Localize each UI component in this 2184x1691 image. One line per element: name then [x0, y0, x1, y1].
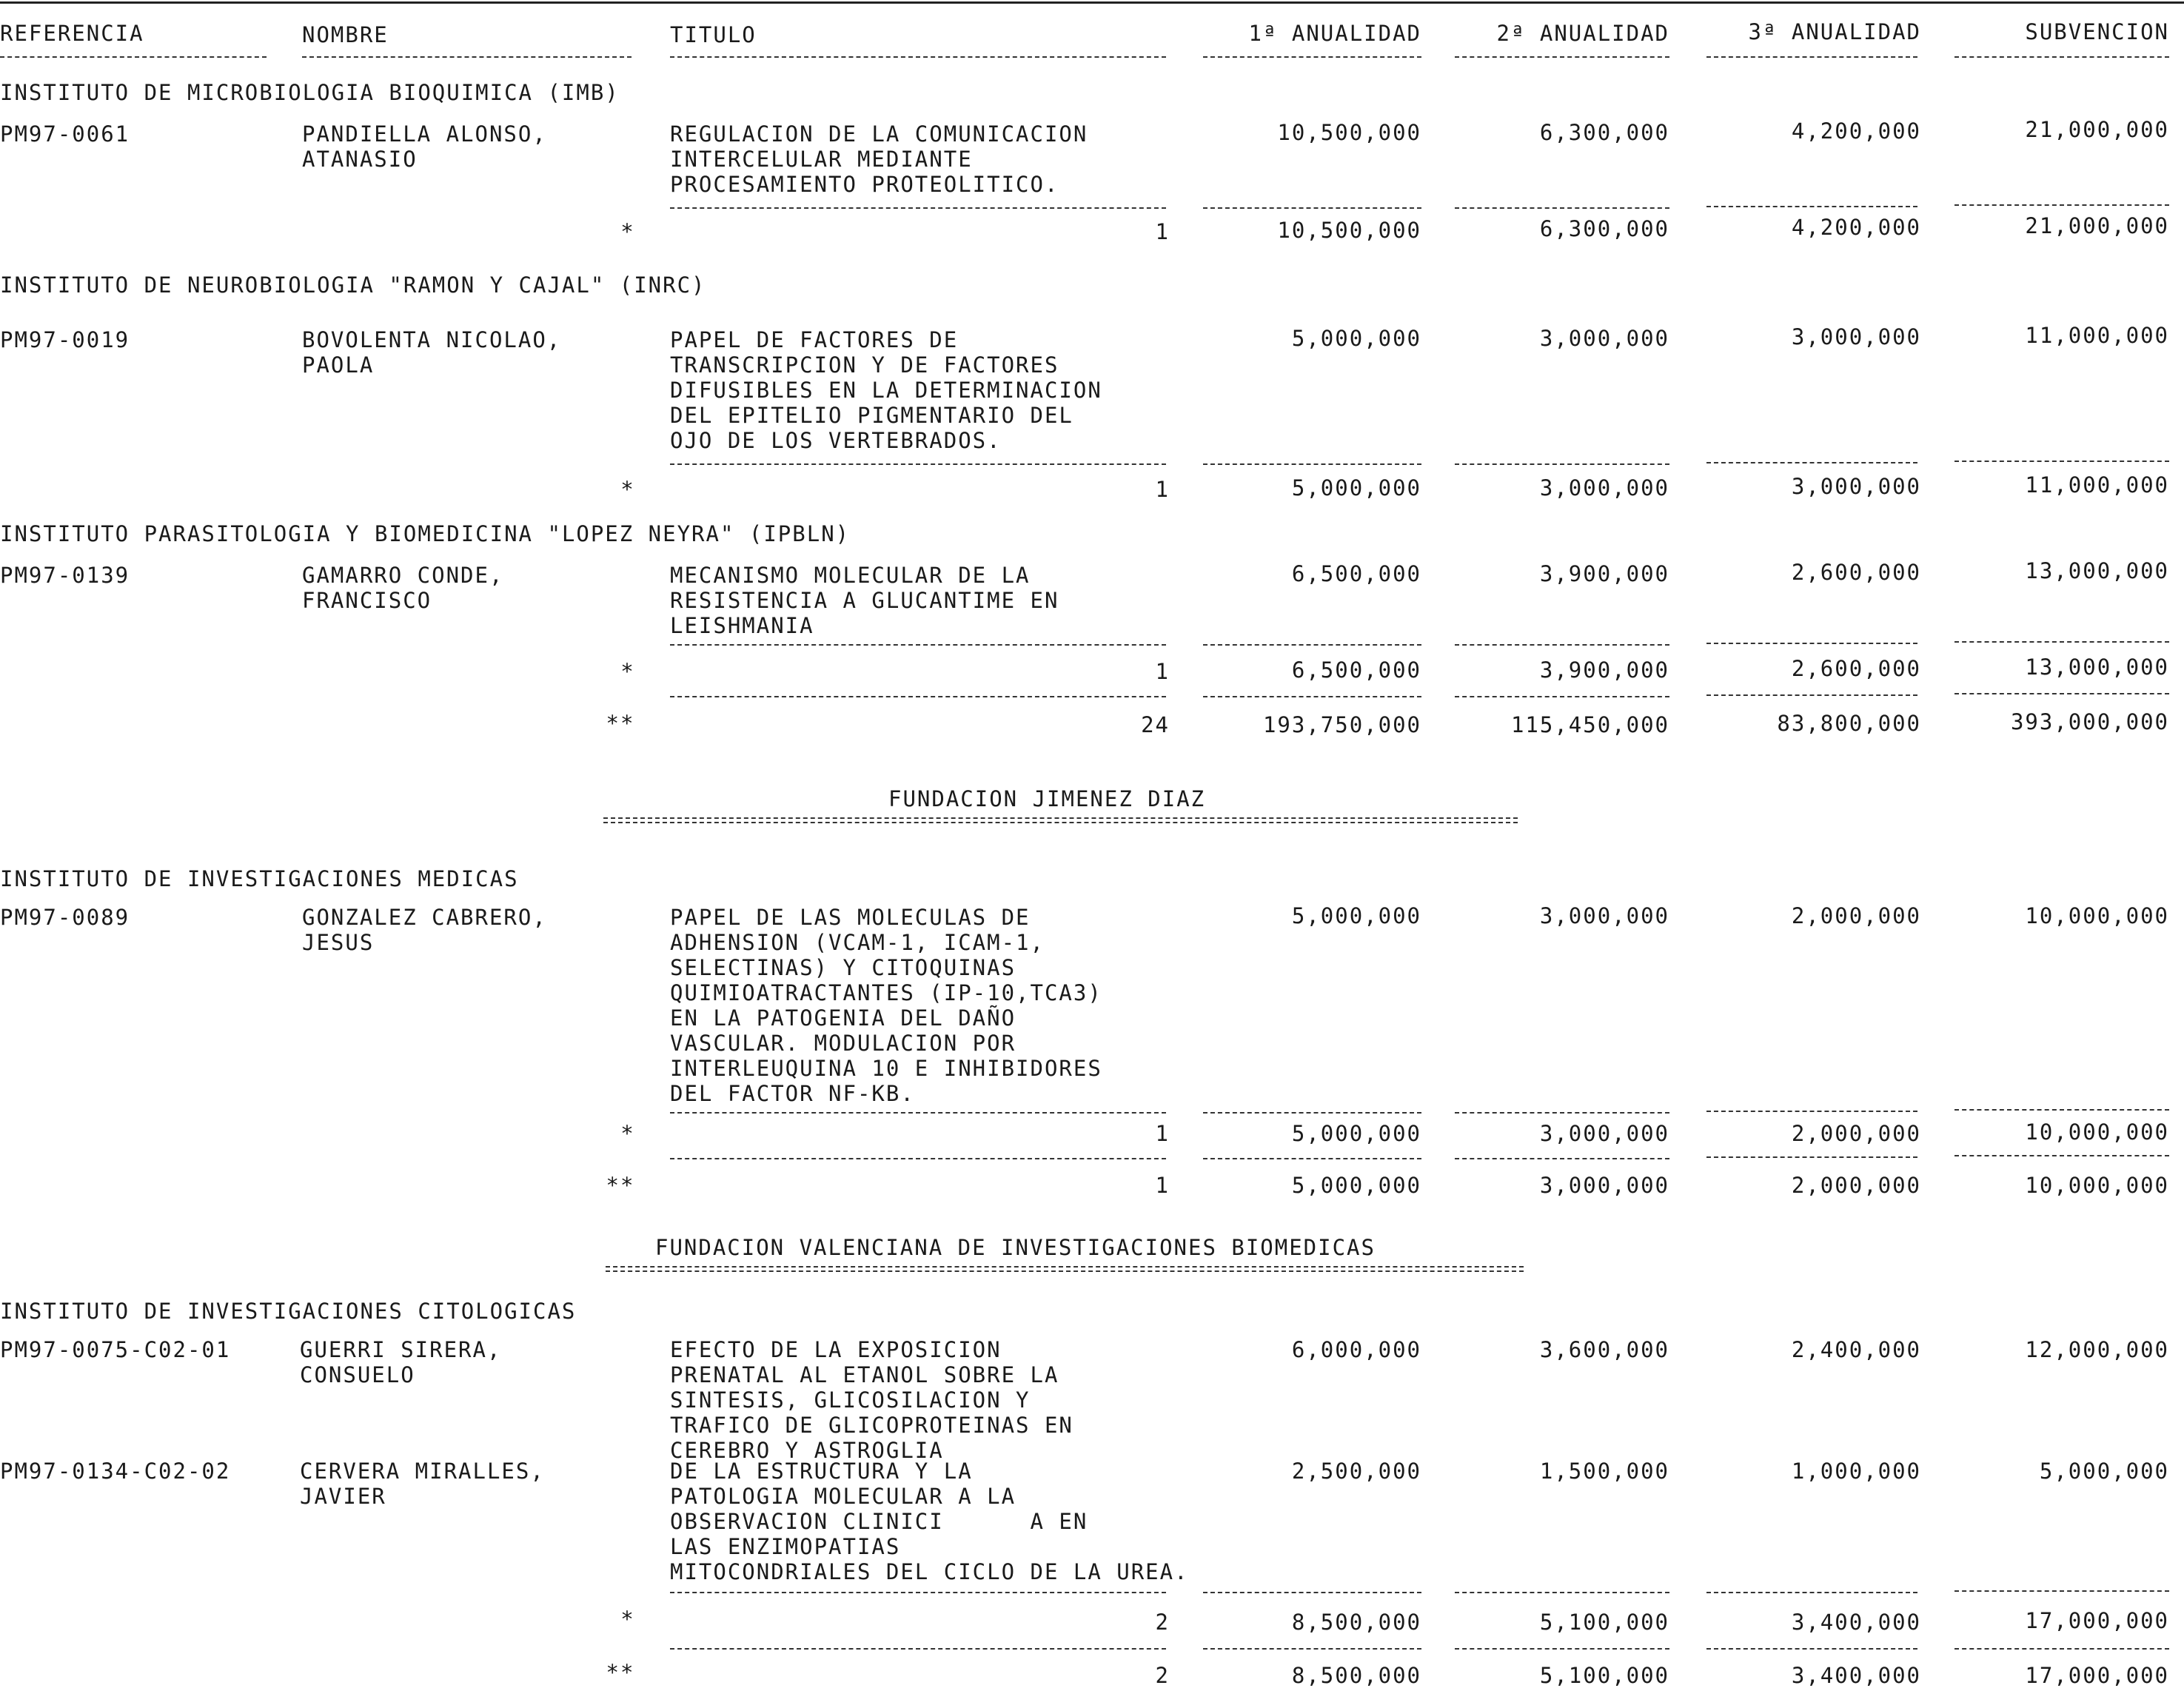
col-header-anualidad-3: 3ª ANUALIDAD: [1748, 19, 1921, 44]
subtotal-rule: [1455, 207, 1669, 209]
researcher-name: CERVERA MIRALLES, JAVIER: [300, 1459, 545, 1509]
anualidad-3-value: 3,000,000: [1791, 324, 1921, 349]
subtotal-rule: [1954, 641, 2169, 643]
col-header-anualidad-2: 2ª ANUALIDAD: [1496, 21, 1669, 46]
subtotal-anualidad-2: 3,900,000: [1539, 657, 1669, 683]
subtotal-anualidad-3: 4,200,000: [1791, 215, 1921, 240]
total-anualidad-3: 83,800,000: [1777, 711, 1921, 736]
anualidad-3-value: 4,200,000: [1791, 118, 1921, 144]
header-underline: [1706, 56, 1917, 58]
subtotal-rule: [1706, 1592, 1917, 1593]
header-underline: [302, 56, 632, 58]
subtotal-anualidad-3: 2,600,000: [1791, 656, 1921, 681]
project-reference: PM97-0075-C02-01: [0, 1337, 231, 1362]
total-rule: [1954, 1648, 2169, 1650]
project-reference: PM97-0089: [0, 905, 130, 930]
subtotal-count: 1: [1155, 477, 1170, 502]
subtotal-rule: [1203, 1592, 1421, 1593]
subtotal-anualidad-1: 5,000,000: [1291, 475, 1421, 500]
subtotal-anualidad-3: 2,000,000: [1791, 1121, 1921, 1146]
header-underline: [0, 56, 267, 58]
total-rule: [1203, 696, 1421, 697]
anualidad-2-value: 3,900,000: [1539, 561, 1669, 586]
institute-heading: INSTITUTO PARASITOLOGIA Y BIOMEDICINA "LOPEZ NEYRA" (IPBLN): [0, 521, 851, 546]
institute-heading: INSTITUTO DE NEUROBIOLOGIA "RAMON Y CAJAL" (INRC): [0, 272, 706, 298]
subtotal-rule: [1203, 644, 1421, 646]
researcher-name: GAMARRO CONDE, FRANCISCO: [302, 563, 504, 613]
institute-heading: INSTITUTO DE INVESTIGACIONES MEDICAS: [0, 866, 519, 891]
subtotal-rule: [1706, 1111, 1917, 1112]
total-rule: [670, 1648, 1166, 1650]
subtotal-rule: [1954, 1109, 2169, 1111]
total-anualidad-2: 115,450,000: [1510, 712, 1669, 737]
subtotal-marker: *: [620, 659, 635, 684]
subtotal-anualidad-2: 3,000,000: [1539, 1121, 1669, 1146]
project-reference: PM97-0061: [0, 121, 130, 147]
total-marker: **: [606, 1660, 635, 1685]
total-anualidad-3: 3,400,000: [1791, 1663, 1921, 1688]
subtotal-rule: [1455, 1112, 1669, 1114]
subtotal-anualidad-1: 10,500,000: [1277, 218, 1421, 243]
subtotal-marker: *: [620, 1607, 635, 1632]
anualidad-3-value: 1,000,000: [1791, 1459, 1921, 1484]
total-count: 24: [1141, 712, 1170, 737]
col-header-nombre: NOMBRE: [302, 22, 389, 47]
anualidad-2-value: 1,500,000: [1539, 1459, 1669, 1484]
subtotal-rule: [670, 207, 1166, 209]
total-subvencion: 10,000,000: [2025, 1173, 2169, 1198]
researcher-name: GUERRI SIRERA, CONSUELO: [300, 1337, 502, 1387]
anualidad-3-value: 2,600,000: [1791, 560, 1921, 585]
subtotal-rule: [670, 1592, 1166, 1593]
foundation-underline: [606, 1266, 1524, 1268]
subtotal-anualidad-2: 6,300,000: [1539, 216, 1669, 241]
subtotal-rule: [1455, 463, 1669, 465]
project-reference: PM97-0134-C02-02: [0, 1459, 231, 1484]
subtotal-rule: [670, 644, 1166, 646]
subvencion-value: 21,000,000: [2025, 117, 2169, 142]
subtotal-count: 2: [1155, 1610, 1170, 1635]
subtotal-count: 1: [1155, 659, 1170, 684]
anualidad-2-value: 6,300,000: [1539, 120, 1669, 145]
subtotal-count: 1: [1155, 219, 1170, 244]
subvencion-value: 11,000,000: [2025, 323, 2169, 348]
subtotal-rule: [1455, 644, 1669, 646]
total-rule: [1203, 1648, 1421, 1650]
total-rule: [670, 696, 1166, 697]
header-underline: [1455, 56, 1669, 58]
total-anualidad-2: 5,100,000: [1539, 1663, 1669, 1688]
total-anualidad-2: 3,000,000: [1539, 1173, 1669, 1198]
subtotal-rule: [1706, 206, 1917, 207]
header-underline: [1954, 56, 2169, 58]
total-subvencion: 17,000,000: [2025, 1663, 2169, 1688]
subtotal-marker: *: [620, 1121, 635, 1146]
anualidad-1-value: 2,500,000: [1291, 1459, 1421, 1484]
total-rule: [1203, 1158, 1421, 1159]
subtotal-rule: [1706, 643, 1917, 644]
project-title: PAPEL DE LAS MOLECULAS DE ADHENSION (VCAM-1, ICAM-1, SELECTINAS) Y CITOQUINAS QUIMIOATRACTANTES (IP-10,TCA3) EN LA PATOGENIA DEL DAÑO VASCULAR. MODULACION POR INTERLEUQUINA 10 E INHIBIDORES DEL FACTOR NF-KB.: [670, 905, 1102, 1106]
anualidad-2-value: 3,000,000: [1539, 903, 1669, 928]
total-anualidad-1: 5,000,000: [1291, 1173, 1421, 1198]
subtotal-anualidad-3: 3,400,000: [1791, 1610, 1921, 1635]
total-rule: [1455, 1648, 1669, 1650]
subtotal-subvencion: 17,000,000: [2025, 1608, 2169, 1633]
subtotal-rule: [1203, 463, 1421, 465]
project-title: DE LA ESTRUCTURA Y LA PATOLOGIA MOLECULAR A LA OBSERVACION CLINICI A EN LAS ENZIMOPATIAS MITOCONDRIALES DEL CICLO DE LA UREA.: [670, 1459, 1189, 1584]
project-reference: PM97-0139: [0, 563, 130, 588]
header-underline: [1203, 56, 1421, 58]
subvencion-value: 10,000,000: [2025, 903, 2169, 928]
subtotal-anualidad-1: 5,000,000: [1291, 1121, 1421, 1146]
subtotal-count: 1: [1155, 1121, 1170, 1146]
subtotal-anualidad-1: 6,500,000: [1291, 657, 1421, 683]
subtotal-rule: [1706, 462, 1917, 463]
col-header-subvencion: SUBVENCION: [2025, 19, 2169, 44]
foundation-heading: FUNDACION VALENCIANA DE INVESTIGACIONES BIOMEDICAS: [655, 1235, 1376, 1260]
total-count: 2: [1155, 1663, 1170, 1688]
total-rule: [1954, 693, 2169, 694]
researcher-name: BOVOLENTA NICOLAO, PAOLA: [302, 327, 562, 378]
total-marker: **: [606, 711, 635, 736]
total-rule: [1455, 696, 1669, 697]
project-title: MECANISMO MOLECULAR DE LA RESISTENCIA A GLUCANTIME EN LEISHMANIA: [670, 563, 1059, 638]
subtotal-marker: *: [620, 219, 635, 244]
subtotal-rule: [670, 1112, 1166, 1114]
institute-heading: INSTITUTO DE INVESTIGACIONES CITOLOGICAS: [0, 1299, 577, 1324]
anualidad-1-value: 5,000,000: [1291, 326, 1421, 351]
foundation-heading: FUNDACION JIMENEZ DIAZ: [888, 786, 1206, 811]
project-title: EFECTO DE LA EXPOSICION PRENATAL AL ETANOL SOBRE LA SINTESIS, GLICOSILACION Y TRAFICO DE GLICOPROTEINAS EN CEREBRO Y ASTROGLIA: [670, 1337, 1073, 1463]
subvencion-value: 13,000,000: [2025, 558, 2169, 583]
project-reference: PM97-0019: [0, 327, 130, 352]
subtotal-rule: [1954, 461, 2169, 462]
total-rule: [1706, 694, 1917, 696]
subtotal-rule: [670, 463, 1166, 465]
anualidad-3-value: 2,000,000: [1791, 903, 1921, 928]
subtotal-marker: *: [620, 477, 635, 502]
anualidad-1-value: 6,500,000: [1291, 561, 1421, 586]
anualidad-3-value: 2,400,000: [1791, 1337, 1921, 1362]
project-title: PAPEL DE FACTORES DE TRANSCRIPCION Y DE FACTORES DIFUSIBLES EN LA DETERMINACION DEL EPITELIO PIGMENTARIO DEL OJO DE LOS VERTEBRADOS.: [670, 327, 1102, 453]
total-marker: **: [606, 1173, 635, 1198]
subtotal-anualidad-3: 3,000,000: [1791, 474, 1921, 499]
total-anualidad-3: 2,000,000: [1791, 1173, 1921, 1198]
anualidad-1-value: 5,000,000: [1291, 903, 1421, 928]
subtotal-anualidad-1: 8,500,000: [1291, 1610, 1421, 1635]
anualidad-2-value: 3,000,000: [1539, 326, 1669, 351]
header-underline: [670, 56, 1166, 58]
anualidad-1-value: 10,500,000: [1277, 120, 1421, 145]
subtotal-anualidad-2: 5,100,000: [1539, 1610, 1669, 1635]
total-rule: [1954, 1155, 2169, 1156]
subtotal-subvencion: 21,000,000: [2025, 213, 2169, 238]
top-rule: [0, 1, 2184, 4]
total-rule: [1455, 1158, 1669, 1159]
subtotal-rule: [1954, 1590, 2169, 1592]
total-anualidad-1: 193,750,000: [1262, 712, 1421, 737]
foundation-underline: [603, 817, 1518, 819]
col-header-anualidad-1: 1ª ANUALIDAD: [1248, 21, 1421, 46]
col-header-referencia: REFERENCIA: [0, 21, 144, 46]
researcher-name: PANDIELLA ALONSO, ATANASIO: [302, 121, 547, 172]
anualidad-2-value: 3,600,000: [1539, 1337, 1669, 1362]
total-rule: [1706, 1156, 1917, 1158]
subvencion-value: 12,000,000: [2025, 1337, 2169, 1362]
subtotal-subvencion: 10,000,000: [2025, 1119, 2169, 1145]
subtotal-rule: [1203, 1112, 1421, 1114]
researcher-name: GONZALEZ CABRERO, JESUS: [302, 905, 547, 955]
anualidad-1-value: 6,000,000: [1291, 1337, 1421, 1362]
total-anualidad-1: 8,500,000: [1291, 1663, 1421, 1688]
subtotal-subvencion: 11,000,000: [2025, 472, 2169, 498]
subtotal-subvencion: 13,000,000: [2025, 654, 2169, 680]
col-header-titulo: TITULO: [670, 22, 757, 47]
total-rule: [1706, 1648, 1917, 1650]
total-count: 1: [1155, 1173, 1170, 1198]
subtotal-rule: [1954, 204, 2169, 206]
subvencion-value: 5,000,000: [2039, 1459, 2169, 1484]
subtotal-rule: [1455, 1592, 1669, 1593]
total-rule: [670, 1158, 1166, 1159]
project-title: REGULACION DE LA COMUNICACION INTERCELULAR MEDIANTE PROCESAMIENTO PROTEOLITICO.: [670, 121, 1088, 197]
subtotal-rule: [1203, 207, 1421, 209]
subtotal-anualidad-2: 3,000,000: [1539, 475, 1669, 500]
total-subvencion: 393,000,000: [2010, 709, 2169, 734]
institute-heading: INSTITUTO DE MICROBIOLOGIA BIOQUIMICA (IMB): [0, 80, 620, 105]
